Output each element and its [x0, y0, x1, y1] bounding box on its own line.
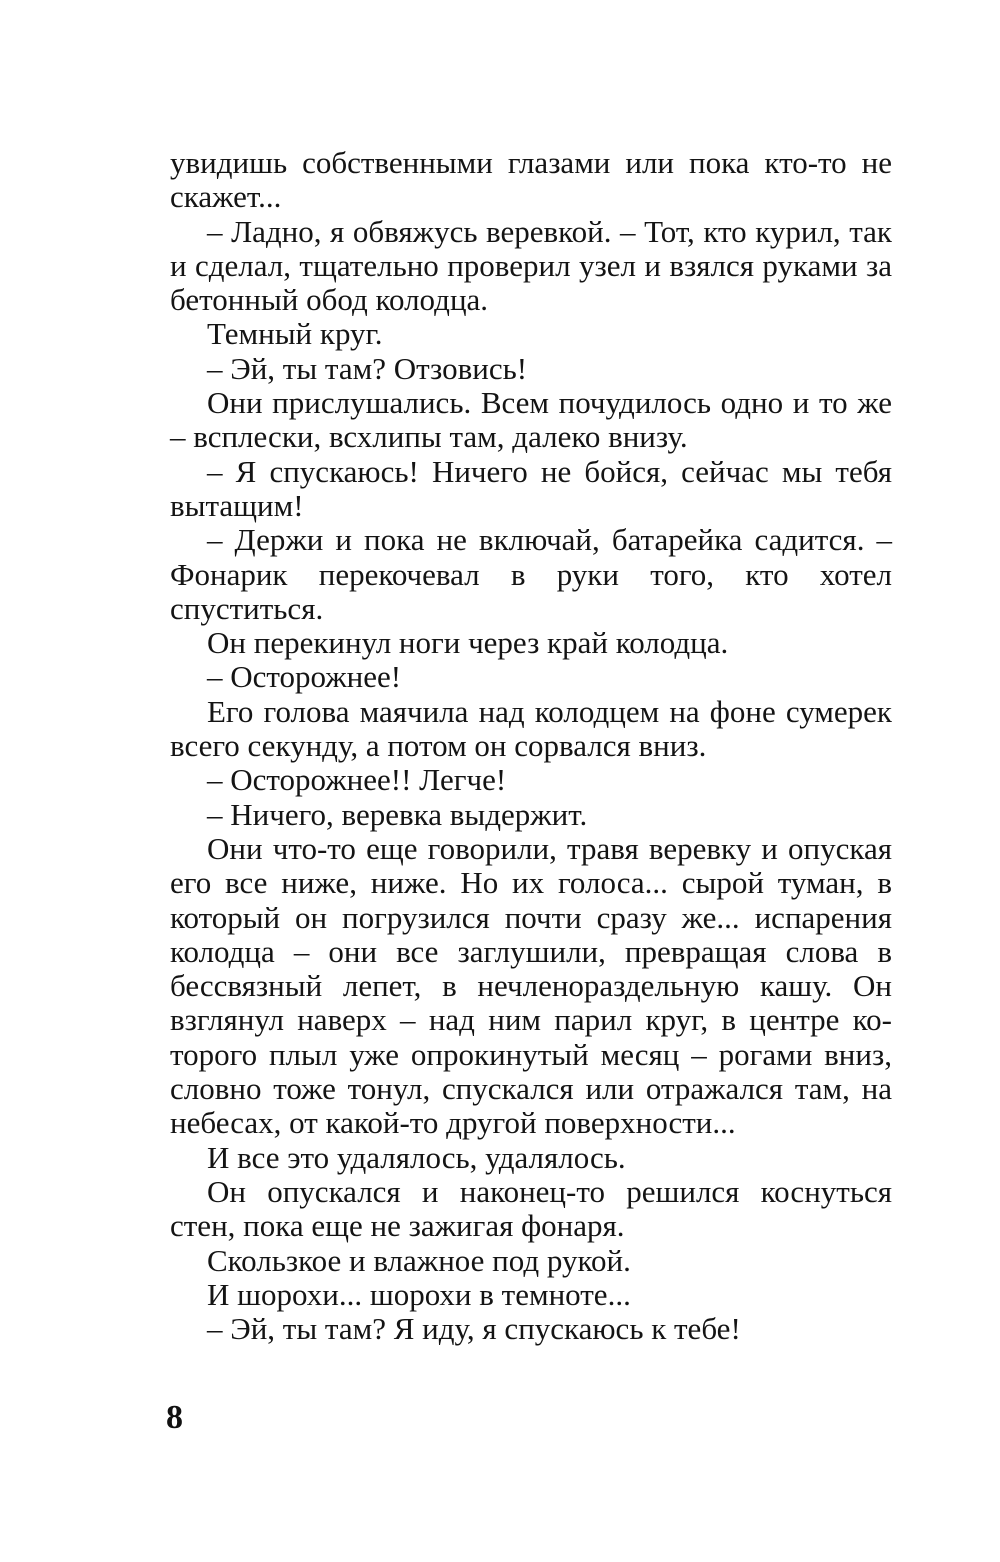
paragraph: Его голова маячила над колодцем на фоне сумерек всего секунду, а потом он сорвался вниз.: [170, 693, 892, 764]
paragraph: увидишь собственными глазами или пока кто-то не скажет...: [170, 145, 892, 215]
paragraph: – Ладно, я обвяжусь веревкой. – Тот, кто курил, так и сделал, тщательно проверил узел и взялся руками за бетонный обод колодца.: [170, 213, 892, 318]
paragraph: Они прислушались. Всем почудилось одно и то же – всплески, всхлипы там, далеко внизу.: [170, 385, 892, 455]
paragraph: Он опускался и наконец-то решился коснуться стен, пока еще не зажигая фонаря.: [170, 1173, 892, 1244]
paragraph: Они что-то еще говорили, травя веревку и опуская его все ниже, ниже. Но их голоса... сырой туман, в который он погрузился почти сразу же... испарения колодца – они все заглушили, превращая слова в бессвязный лепет, в нечленораздельную кашу. Он взглянул наверх – над ним парил круг, в центре которого плыл уже опрокинутый месяц – рогами вниз, словно тоже тонул, спускался или отражался там, на небесах, от какой-то другой поверхности...: [170, 830, 892, 1141]
body-text: [170, 146, 892, 1346]
paragraph: – Осторожнее!! Легче!: [207, 762, 507, 798]
paragraph: И все это удалялось, удалялось.: [207, 1139, 626, 1175]
paragraph: – Я спускаюсь! Ничего не бойся, сейчас мы тебя вытащим!: [170, 453, 892, 523]
page-number: 8: [166, 1399, 183, 1436]
paragraph: – Осторожнее!: [207, 659, 402, 695]
paragraph: Темный круг.: [207, 316, 383, 352]
paragraph: – Ничего, веревка выдержит.: [207, 796, 588, 832]
paragraph: – Держи и пока не включай, батарейка садится. – Фонарик перекочевал в руки того, кто хотел спуститься.: [170, 522, 892, 626]
paragraph: – Эй, ты там? Отзовись!: [207, 350, 528, 386]
paragraph: – Эй, ты там? Я иду, я спускаюсь к тебе!: [207, 1311, 741, 1347]
paragraph: Скользкое и влажное под рукой.: [207, 1242, 631, 1278]
paragraph: Он перекинул ноги через край колодца.: [207, 625, 729, 661]
paragraph: И шорохи... шорохи в темноте...: [207, 1276, 631, 1312]
